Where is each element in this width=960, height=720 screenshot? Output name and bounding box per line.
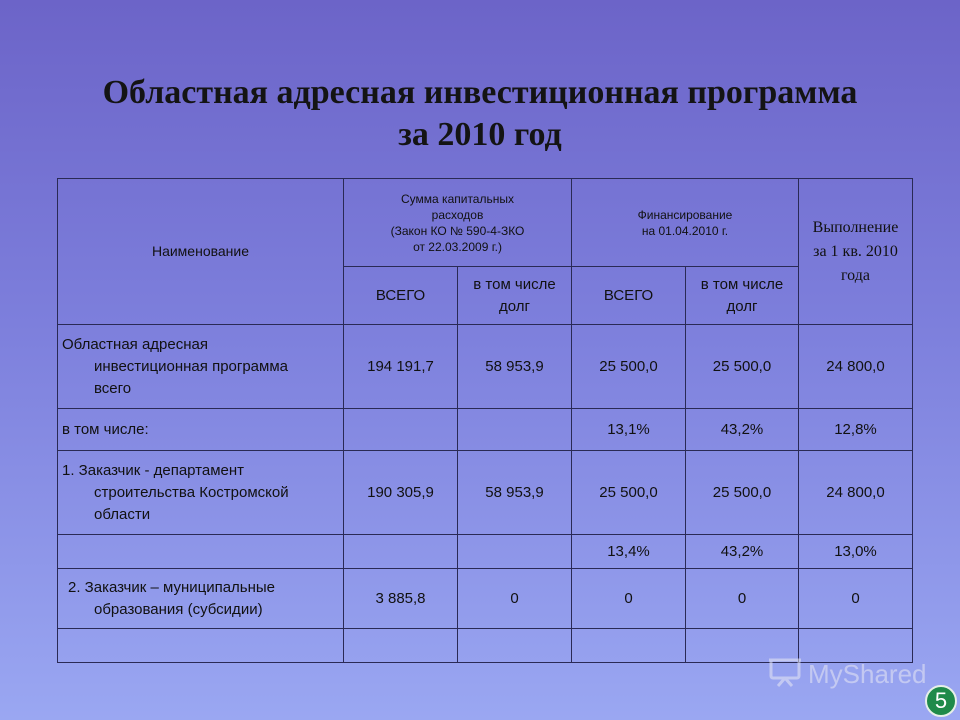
cell-capex-total: 3 885,8	[344, 569, 458, 629]
table-row	[58, 451, 913, 535]
cell-capex-debt: 0	[458, 569, 572, 629]
header-fund-total: ВСЕГО	[572, 267, 686, 325]
page-title	[0, 72, 960, 156]
cell-capex-debt	[458, 409, 572, 451]
watermark-text: MyShared	[808, 658, 927, 689]
header-name: Наименование	[58, 179, 344, 325]
cell-capex-total	[344, 409, 458, 451]
cell-capex-debt	[458, 629, 572, 663]
header-funding: Финансирование на 01.04.2010 г.	[572, 179, 799, 267]
cell-execution: 13,0%	[799, 535, 913, 569]
title-line-2: за 2010 год	[398, 116, 562, 153]
investment-table	[57, 178, 913, 663]
cell-fund-total: 25 500,0	[572, 451, 686, 535]
cell-fund-total: 0	[572, 569, 686, 629]
page-number-badge: 5	[925, 685, 957, 717]
header-capex-total: ВСЕГО	[344, 267, 458, 325]
cell-fund-total: 13,4%	[572, 535, 686, 569]
title-line-1: Областная адресная инвестиционная программа	[102, 74, 858, 111]
header-execution: Выполнение за 1 кв. 2010 года	[799, 179, 913, 325]
header-capex-debt: в том числе долг	[458, 267, 572, 325]
row-name: в том числе:	[58, 409, 344, 451]
table-row	[58, 325, 913, 409]
cell-capex-debt: 58 953,9	[458, 325, 572, 409]
cell-execution: 12,8%	[799, 409, 913, 451]
cell-execution: 0	[799, 569, 913, 629]
cell-fund-debt: 25 500,0	[686, 451, 799, 535]
cell-execution: 24 800,0	[799, 451, 913, 535]
table-row	[58, 409, 913, 451]
cell-execution: 24 800,0	[799, 325, 913, 409]
cell-fund-debt: 43,2%	[686, 409, 799, 451]
row-name: Областная адресная инвестиционная программа всего	[58, 325, 344, 409]
row-name	[58, 535, 344, 569]
cell-fund-total	[572, 629, 686, 663]
cell-capex-debt	[458, 535, 572, 569]
row-name: 1. Заказчик - департамент строительства Костромской области	[58, 451, 344, 535]
row-name	[58, 629, 344, 663]
row-name: 2. Заказчик – муниципальные образования (субсидии)	[58, 569, 344, 629]
cell-capex-debt: 58 953,9	[458, 451, 572, 535]
header-fund-debt: в том числе долг	[686, 267, 799, 325]
cell-fund-total: 25 500,0	[572, 325, 686, 409]
table-row	[58, 569, 913, 629]
cell-fund-debt: 0	[686, 569, 799, 629]
cell-fund-debt: 43,2%	[686, 535, 799, 569]
cell-fund-debt: 25 500,0	[686, 325, 799, 409]
cell-capex-total	[344, 535, 458, 569]
watermark	[768, 658, 927, 690]
cell-fund-total: 13,1%	[572, 409, 686, 451]
cell-capex-total	[344, 629, 458, 663]
presentation-icon	[768, 657, 802, 692]
cell-capex-total: 194 191,7	[344, 325, 458, 409]
cell-capex-total: 190 305,9	[344, 451, 458, 535]
table-row	[58, 535, 913, 569]
header-capex: Сумма капитальных расходов (Закон КО № 590-4-ЗКО от 22.03.2009 г.)	[344, 179, 572, 267]
